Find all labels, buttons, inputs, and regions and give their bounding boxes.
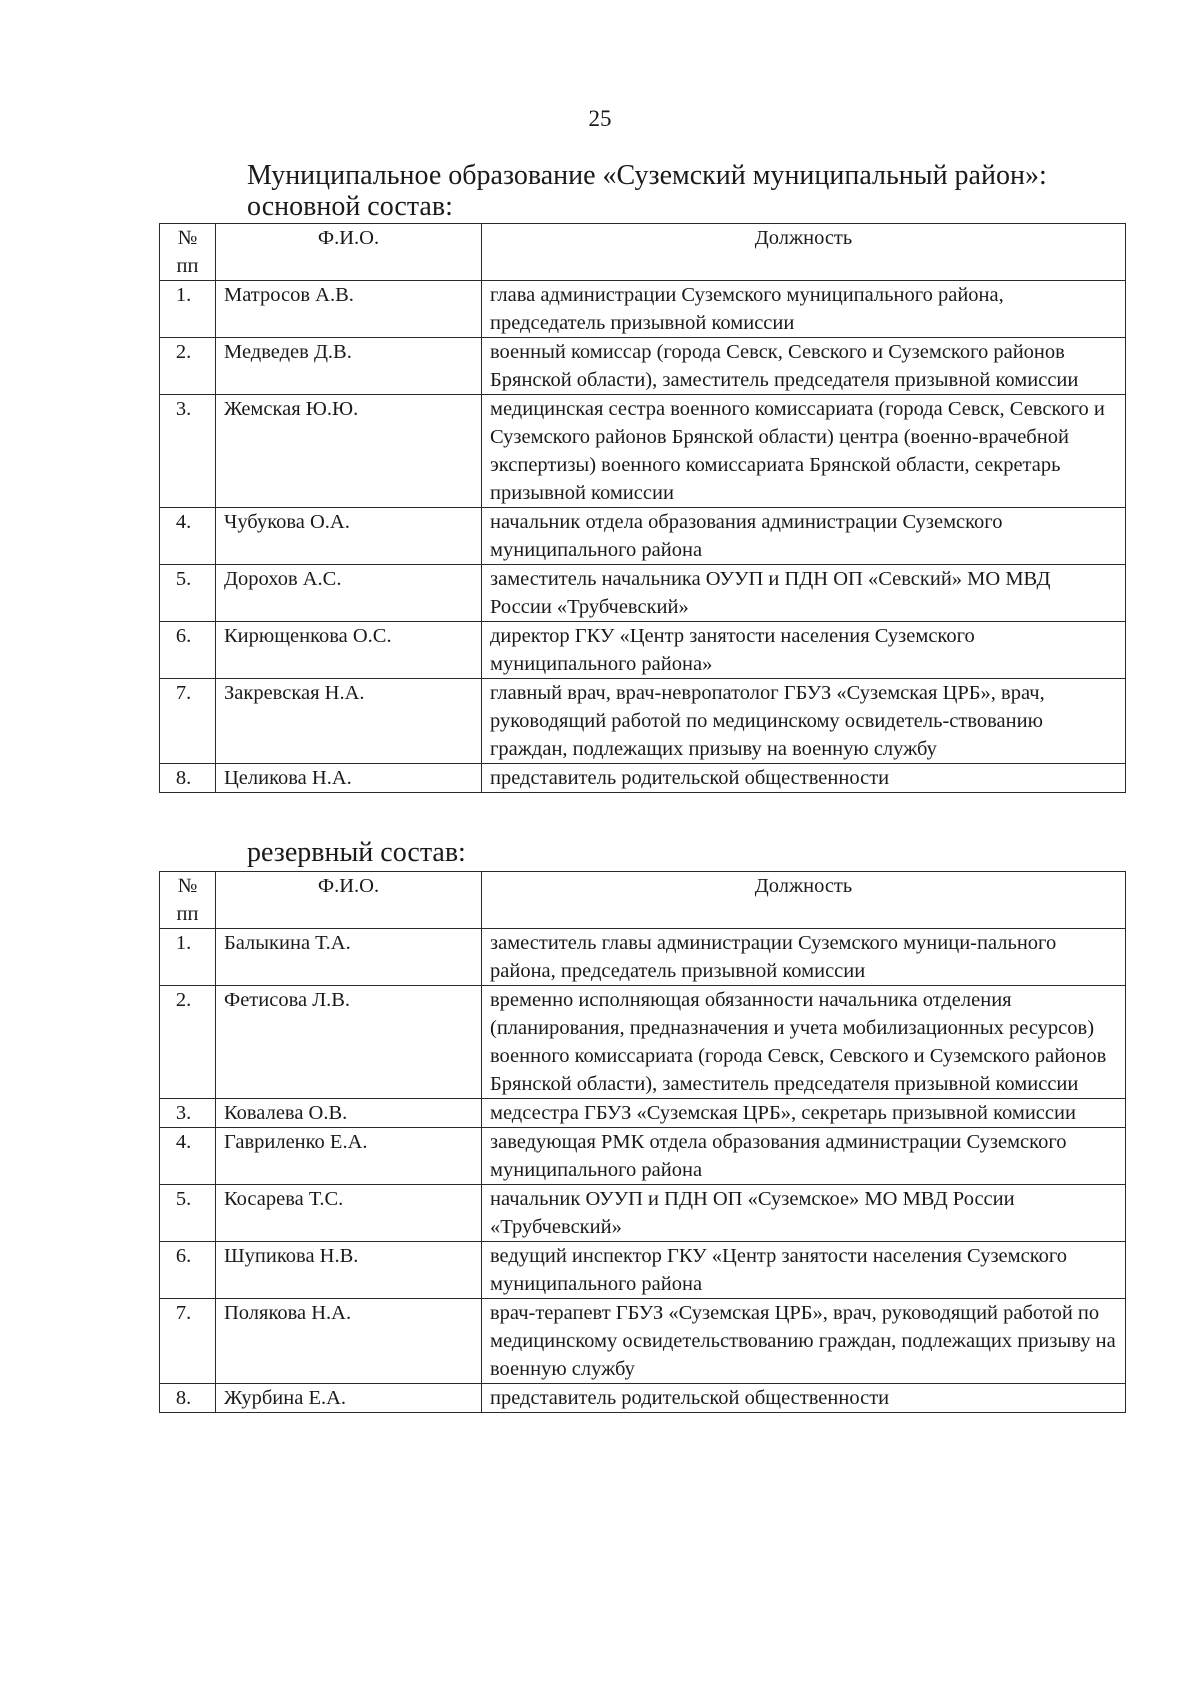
- row-position: военный комиссар (города Севск, Севского и Суземского районов Брянской области), заместитель председателя призывной комиссии: [482, 338, 1126, 395]
- row-name: Целикова Н.А.: [216, 764, 482, 793]
- row-position: медицинская сестра военного комиссариата (города Севск, Севского и Суземского районов Брянской области) центра (военно-врачебной экспертизы) военного комиссариата Брянской области, секретарь призывной комиссии: [482, 395, 1126, 508]
- row-number: 5.: [160, 1185, 216, 1242]
- row-position: ведущий инспектор ГКУ «Центр занятости населения Суземского муниципального района: [482, 1242, 1126, 1299]
- table-row: [160, 395, 1126, 508]
- header-number: [160, 224, 216, 281]
- row-number: 1.: [160, 281, 216, 338]
- row-name: Шупикова Н.В.: [216, 1242, 482, 1299]
- row-name: Матросов А.В.: [216, 281, 482, 338]
- row-number: 6.: [160, 1242, 216, 1299]
- table-row: [160, 281, 1126, 338]
- table-header-row: [160, 224, 1126, 281]
- header-number-abbr: пп: [176, 255, 199, 277]
- row-position: заместитель главы администрации Суземского муници-пального района, председатель призывной комиссии: [482, 929, 1126, 986]
- row-name: Полякова Н.А.: [216, 1299, 482, 1384]
- row-position: представитель родительской общественности: [482, 1384, 1126, 1413]
- table-row: [160, 1384, 1126, 1413]
- row-name: Гавриленко Е.А.: [216, 1128, 482, 1185]
- row-position: представитель родительской общественности: [482, 764, 1126, 793]
- header-number-symbol: №: [177, 227, 198, 249]
- row-name: Журбина Е.А.: [216, 1384, 482, 1413]
- row-name: Жемская Ю.Ю.: [216, 395, 482, 508]
- row-number: 2.: [160, 338, 216, 395]
- table-row: [160, 986, 1126, 1099]
- row-position: директор ГКУ «Центр занятости населения Суземского муниципального района»: [482, 622, 1126, 679]
- header-position: Должность: [482, 224, 1126, 281]
- heading-subtitle-main: основной состав:: [247, 191, 453, 222]
- row-position: глава администрации Суземского муниципального района, председатель призывной комиссии: [482, 281, 1126, 338]
- row-name: Косарева Т.С.: [216, 1185, 482, 1242]
- reserve-section-label: резервный состав:: [247, 837, 466, 868]
- row-number: 4.: [160, 508, 216, 565]
- row-position: главный врач, врач-невропатолог ГБУЗ «Суземская ЦРБ», врач, руководящий работой по медицинскому освидетель-ствованию граждан, подлежащих призыву на военную службу: [482, 679, 1126, 764]
- row-position: начальник отдела образования администрации Суземского муниципального района: [482, 508, 1126, 565]
- row-name: Ковалева О.В.: [216, 1099, 482, 1128]
- page-number: 25: [588, 106, 612, 131]
- table-row: [160, 764, 1126, 793]
- table-row: [160, 1099, 1126, 1128]
- table-header-row: [160, 872, 1126, 929]
- table-row: [160, 1185, 1126, 1242]
- row-position: медсестра ГБУЗ «Суземская ЦРБ», секретарь призывной комиссии: [482, 1099, 1126, 1128]
- row-number: 3.: [160, 395, 216, 508]
- row-position: временно исполняющая обязанности начальника отделения (планирования, предназначения и учета мобилизационных ресурсов) военного комиссариата (города Севск, Севского и Суземского районов Брянской области), заместитель председателя призывной комиссии: [482, 986, 1126, 1099]
- table-row: [160, 679, 1126, 764]
- row-name: Чубукова О.А.: [216, 508, 482, 565]
- row-number: 7.: [160, 679, 216, 764]
- row-position: заведующая РМК отдела образования администрации Суземского муниципального района: [482, 1128, 1126, 1185]
- row-name: Дорохов А.С.: [216, 565, 482, 622]
- row-name: Фетисова Л.В.: [216, 986, 482, 1099]
- header-number-abbr: пп: [176, 903, 199, 925]
- table-row: [160, 565, 1126, 622]
- header-name: Ф.И.О.: [216, 872, 482, 929]
- main-composition-table: [159, 223, 1126, 793]
- row-position: начальник ОУУП и ПДН ОП «Суземское» МО МВД России «Трубчевский»: [482, 1185, 1126, 1242]
- table-row: [160, 1299, 1126, 1384]
- document-heading: [247, 160, 1047, 222]
- table-row: [160, 338, 1126, 395]
- row-position: врач-терапевт ГБУЗ «Суземская ЦРБ», врач, руководящий работой по медицинскому освидетельствованию граждан, подлежащих призыву на военную службу: [482, 1299, 1126, 1384]
- row-name: Балыкина Т.А.: [216, 929, 482, 986]
- row-name: Кирющенкова О.С.: [216, 622, 482, 679]
- row-name: Закревская Н.А.: [216, 679, 482, 764]
- row-number: 6.: [160, 622, 216, 679]
- row-name: Медведев Д.В.: [216, 338, 482, 395]
- row-number: 8.: [160, 1384, 216, 1413]
- header-position: Должность: [482, 872, 1126, 929]
- header-name: Ф.И.О.: [216, 224, 482, 281]
- row-number: 1.: [160, 929, 216, 986]
- header-number-symbol: №: [177, 875, 198, 897]
- row-number: 7.: [160, 1299, 216, 1384]
- row-number: 8.: [160, 764, 216, 793]
- heading-title: Муниципальное образование «Суземский муниципальный район»:: [247, 160, 1047, 191]
- table-row: [160, 1128, 1126, 1185]
- header-number: [160, 872, 216, 929]
- row-position: заместитель начальника ОУУП и ПДН ОП «Севский» МО МВД России «Трубчевский»: [482, 565, 1126, 622]
- table-row: [160, 1242, 1126, 1299]
- row-number: 5.: [160, 565, 216, 622]
- table-row: [160, 622, 1126, 679]
- table-row: [160, 508, 1126, 565]
- row-number: 3.: [160, 1099, 216, 1128]
- table-row: [160, 929, 1126, 986]
- reserve-composition-table: [159, 871, 1126, 1413]
- row-number: 2.: [160, 986, 216, 1099]
- row-number: 4.: [160, 1128, 216, 1185]
